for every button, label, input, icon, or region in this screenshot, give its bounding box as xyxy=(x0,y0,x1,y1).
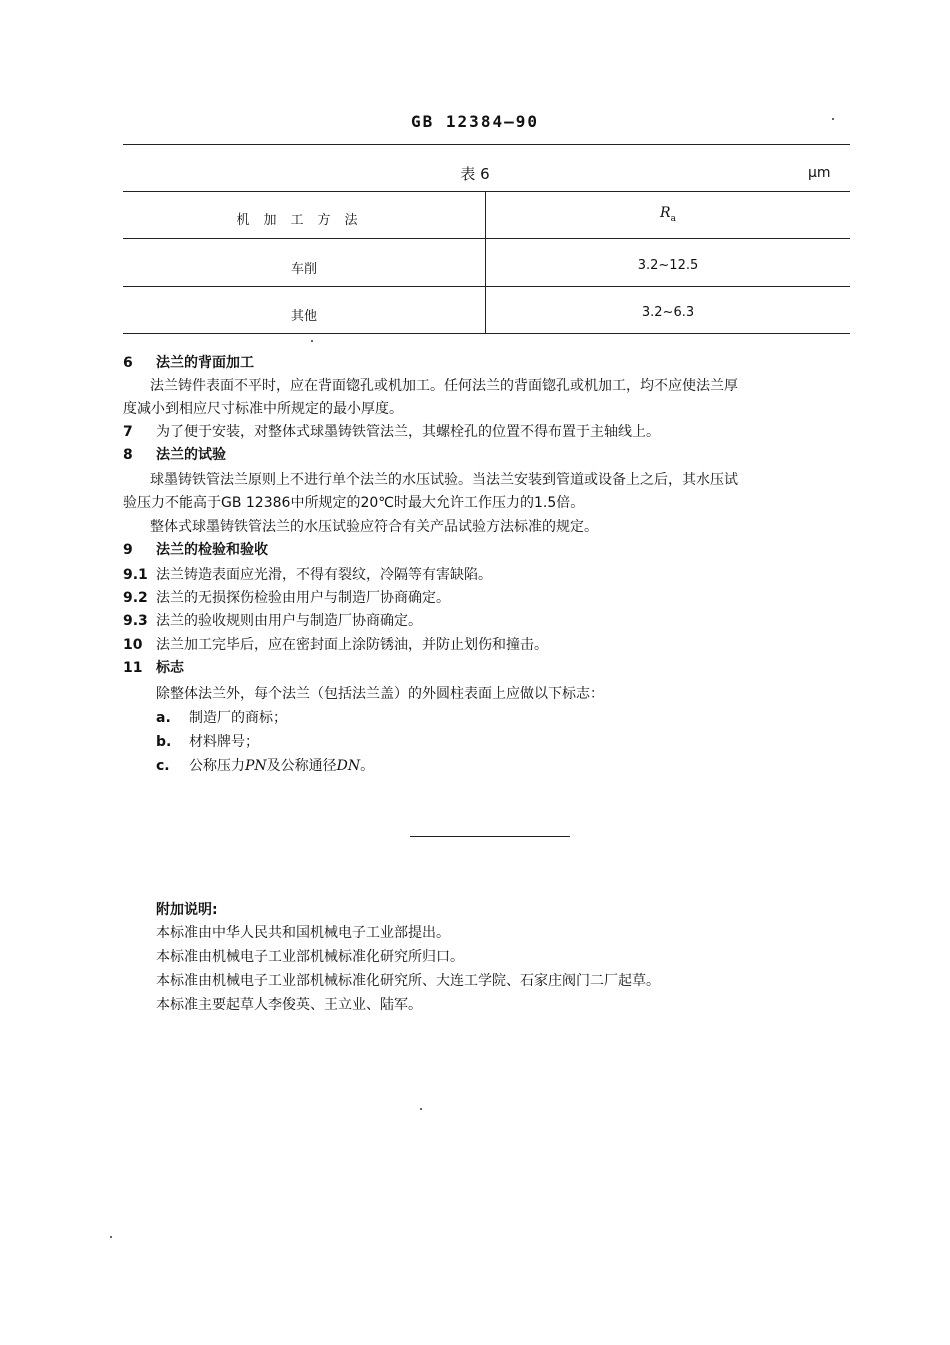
appendix-title: 附加说明: xyxy=(156,902,218,918)
table-unit: μm xyxy=(808,165,831,181)
table-cell-method: 其他 xyxy=(290,309,317,324)
ra-symbol: R xyxy=(660,205,671,221)
table-cell-method: 车削 xyxy=(290,262,317,277)
section-11-heading: 11 标志 xyxy=(123,660,184,676)
section-9-2: 9.2 法兰的无损探伤检验由用户与制造厂协商确定。 xyxy=(123,590,450,606)
section-8-heading: 8 法兰的试验 xyxy=(123,447,226,463)
table-cell-ra: 3.2~6.3 xyxy=(641,305,695,320)
section-8-paragraph: 整体式球墨铸铁管法兰的水压试验应符合有关产品试验方法标准的规定。 xyxy=(150,519,598,535)
appendix-line: 本标准由机械电子工业部机械标准化研究所归口。 xyxy=(156,949,464,965)
header-rule xyxy=(123,144,850,145)
table-top-rule xyxy=(123,191,850,192)
section-8-paragraph: 球墨铸铁管法兰原则上不进行单个法兰的水压试验。当法兰安装到管道或设备上之后，其水压试 xyxy=(150,472,738,488)
section-10: 10 法兰加工完毕后，应在密封面上涂防锈油，并防止划伤和撞击。 xyxy=(123,637,548,653)
section-6-heading: 6 法兰的背面加工 xyxy=(123,355,254,371)
ra-subscript: a xyxy=(670,213,676,224)
scan-speck xyxy=(832,118,834,120)
marking-item-c: c. 公称压力PN及公称通径DN。 xyxy=(156,758,375,774)
section-9-1: 9.1 法兰铸造表面应光滑，不得有裂纹，冷隔等有害缺陷。 xyxy=(123,567,492,583)
appendix-line: 本标准由机械电子工业部机械标准化研究所、大连工学院、石家庄阀门二厂起草。 xyxy=(156,973,660,989)
marking-item-b: b. 材料牌号； xyxy=(156,734,259,750)
section-6-paragraph: 法兰铸件表面不平时，应在背面锪孔或机加工。任何法兰的背面锪孔或机加工，均不应使法兰厚 xyxy=(150,378,738,394)
section-8-paragraph: 验压力不能高于GB 12386中所规定的20℃时最大允许工作压力的1.5倍。 xyxy=(123,495,585,511)
table-row-rule xyxy=(123,286,850,287)
section-9-3: 9.3 法兰的验收规则由用户与制造厂协商确定。 xyxy=(123,613,422,629)
table-header-ra xyxy=(486,205,850,224)
table-header-method: 机加工方法 xyxy=(236,213,372,228)
section-9-heading: 9 法兰的检验和验收 xyxy=(123,542,268,558)
scan-speck xyxy=(420,1108,422,1110)
scan-speck xyxy=(110,1236,112,1238)
table-title: 表 6 xyxy=(460,165,490,183)
appendix-line: 本标准由中华人民共和国机械电子工业部提出。 xyxy=(156,925,450,941)
standard-number-header: GB 12384—90 xyxy=(411,112,539,131)
appendix-line: 本标准主要起草人李俊英、王立业、陆军。 xyxy=(156,997,422,1013)
scan-speck xyxy=(311,340,313,342)
section-6-paragraph: 度减小到相应尺寸标准中所规定的最小厚度。 xyxy=(123,401,403,417)
end-divider xyxy=(410,836,570,837)
table-cell-ra: 3.2~12.5 xyxy=(637,258,699,273)
marking-item-a: a. 制造厂的商标； xyxy=(156,710,287,726)
table-row-rule xyxy=(123,238,850,239)
table-bottom-rule xyxy=(123,333,850,334)
section-11-paragraph: 除整体法兰外，每个法兰（包括法兰盖）的外圆柱表面上应做以下标志： xyxy=(156,686,604,702)
section-7: 7 为了便于安装，对整体式球墨铸铁管法兰，其螺栓孔的位置不得布置于主轴线上。 xyxy=(123,424,660,440)
